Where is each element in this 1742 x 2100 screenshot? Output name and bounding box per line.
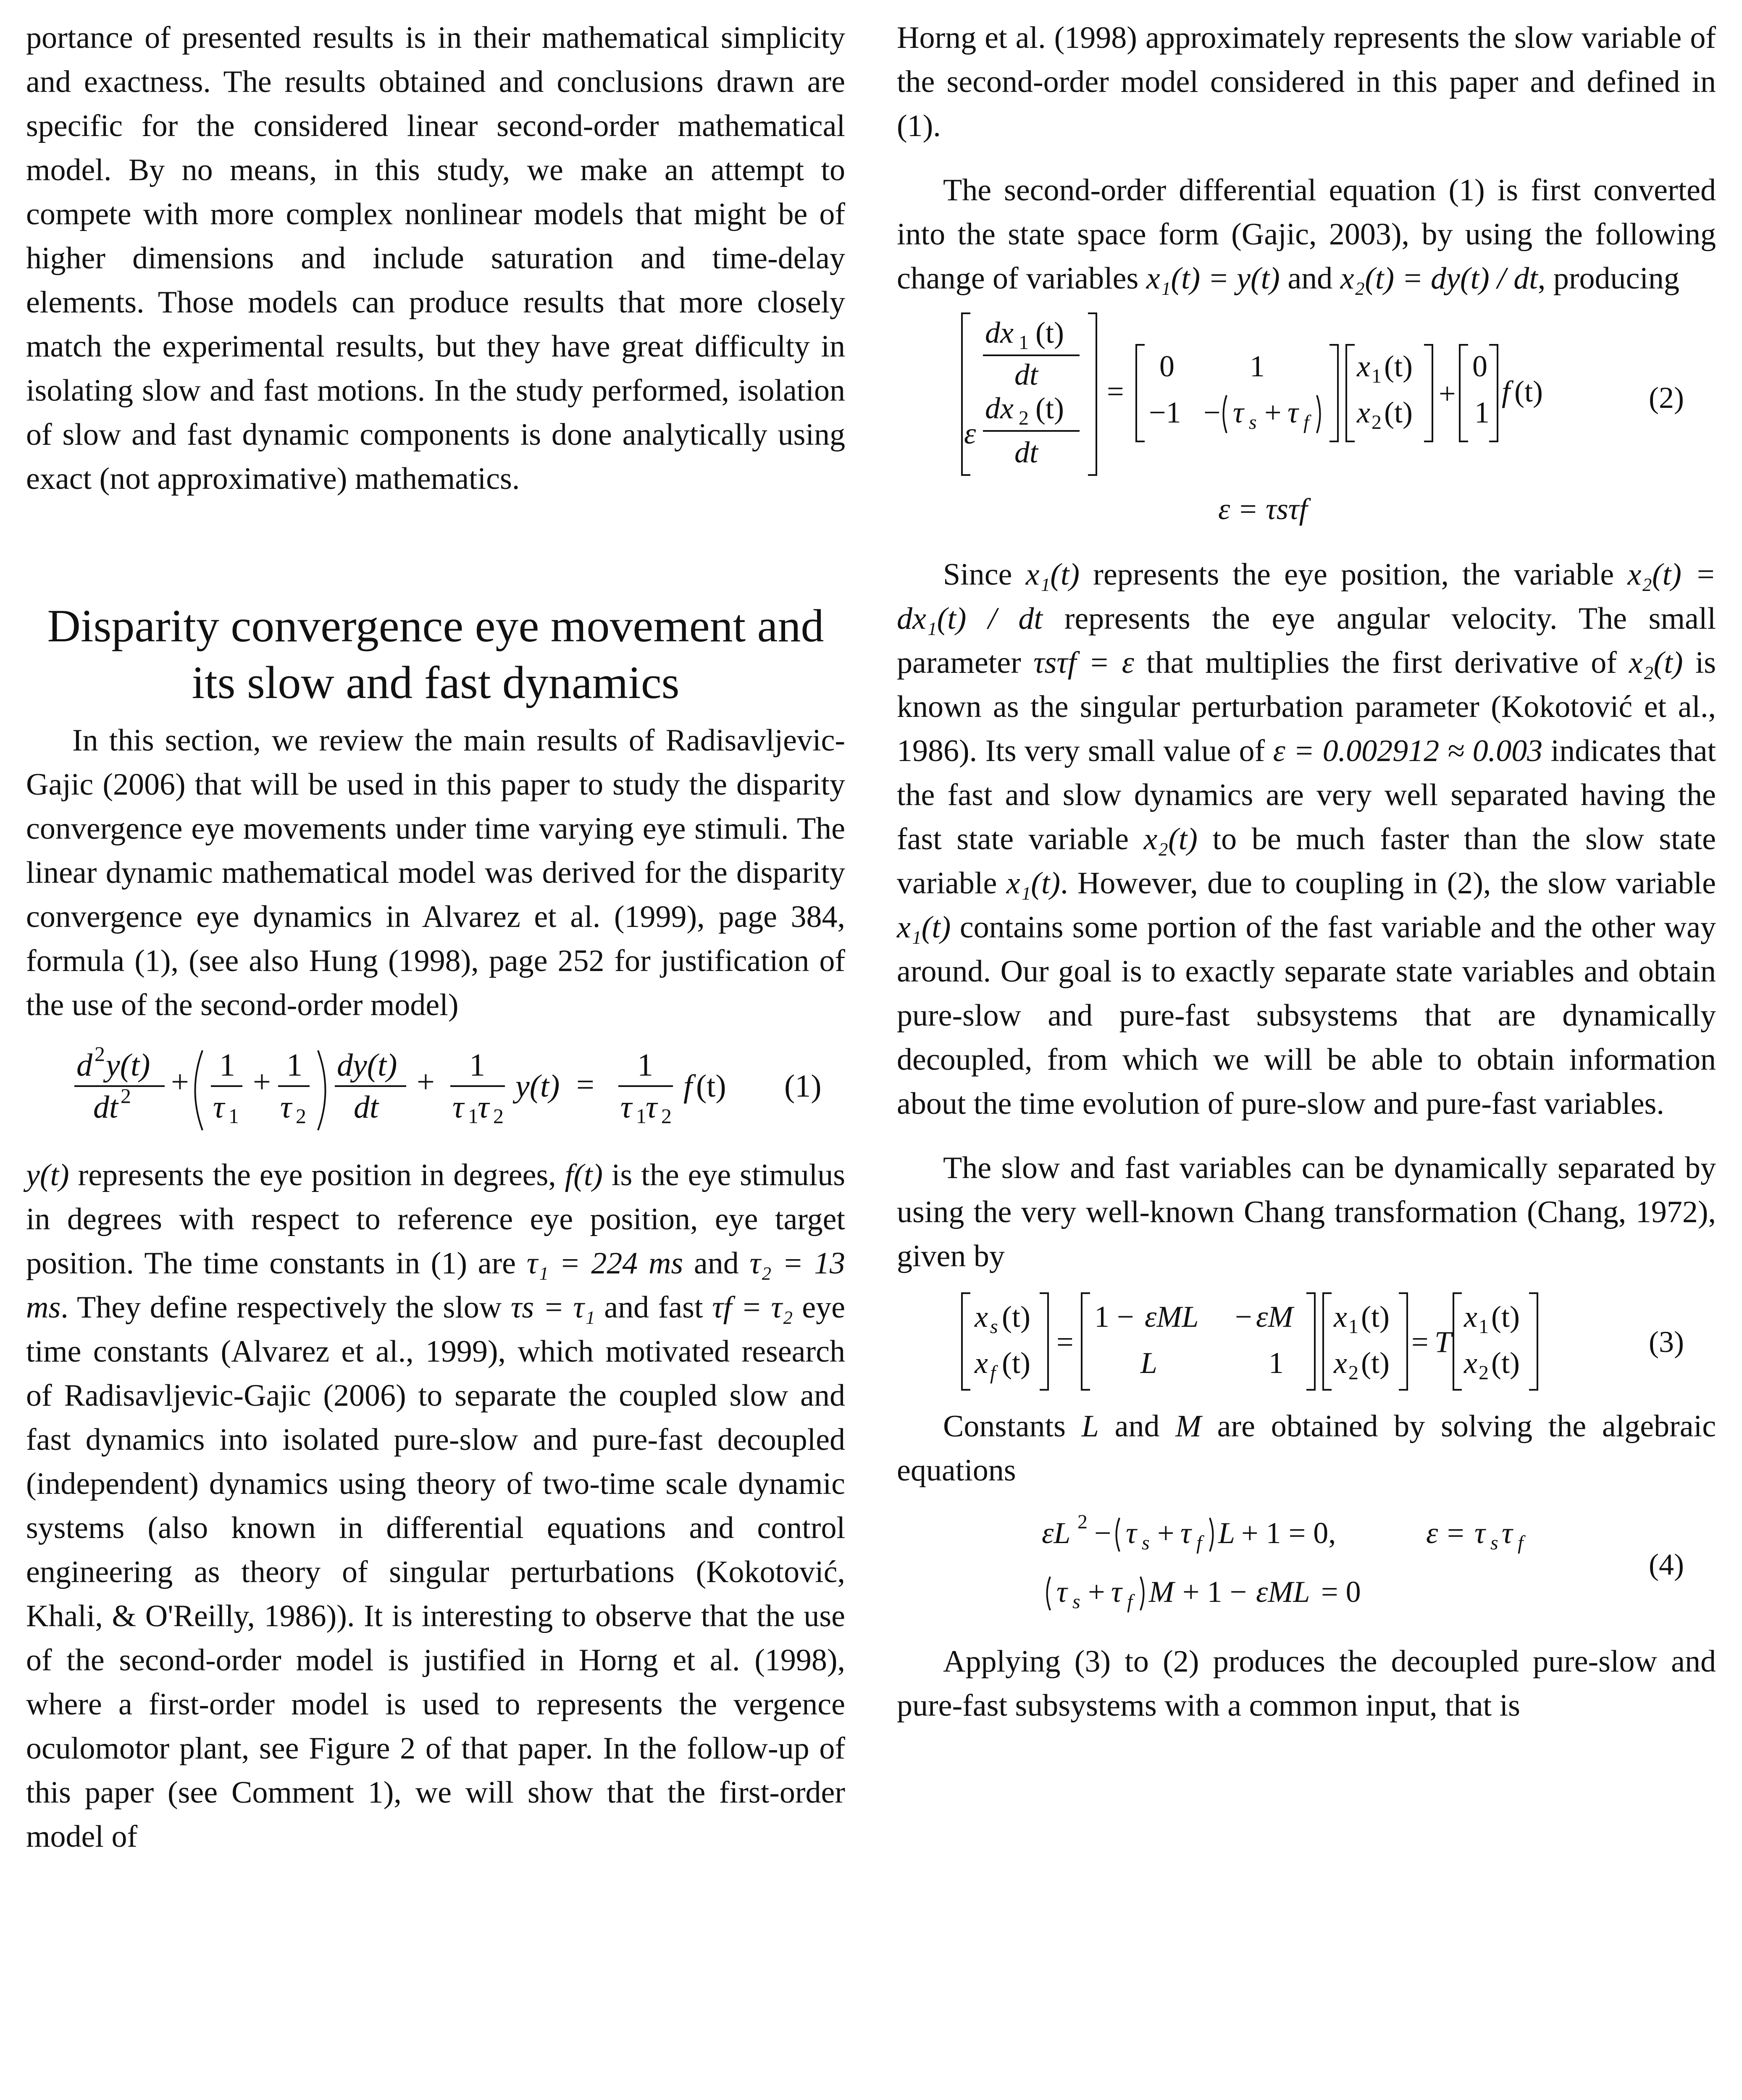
svg-text:s: s — [1249, 411, 1257, 433]
math-x1-t: x₁(t) — [1025, 557, 1080, 592]
svg-text:y(t): y(t) — [106, 1047, 150, 1083]
svg-text:=: = — [576, 1067, 594, 1102]
text-fragment: represents the eye position in degrees, — [78, 1158, 556, 1192]
svg-text:2: 2 — [1372, 411, 1382, 433]
svg-text:εM: εM — [1256, 1300, 1293, 1334]
svg-text:1: 1 — [1372, 365, 1382, 387]
svg-text:x: x — [1334, 1346, 1347, 1380]
equation-2-number: (2) — [1649, 381, 1684, 415]
text-fragment: indicates that the fast and slow dynamics are very well separated having the fast state variable — [897, 734, 1716, 856]
equation-3 — [897, 1278, 1716, 1404]
svg-text:−: − — [1094, 1516, 1111, 1550]
svg-text:1: 1 — [1269, 1346, 1284, 1380]
math-tau-f: τf = τ₂ — [712, 1290, 793, 1325]
svg-text:1: 1 — [1348, 1315, 1358, 1338]
svg-text:L: L — [1140, 1346, 1158, 1380]
svg-text:(t): (t) — [1035, 316, 1064, 349]
math-x1-def: x₁(t) = y(t) — [1146, 261, 1280, 296]
svg-text:τ: τ — [1287, 396, 1298, 429]
section-title: Disparity convergence eye movement and its slow and fast dynamics — [47, 600, 824, 708]
svg-text:f: f — [1127, 1591, 1133, 1613]
svg-text:τ: τ — [1233, 396, 1244, 429]
text-fragment: eye time constants — [26, 1290, 845, 1369]
svg-text:τ: τ — [1056, 1575, 1067, 1609]
svg-text:+: + — [1088, 1575, 1105, 1609]
svg-text:(t): (t) — [1491, 1346, 1520, 1380]
svg-text:(t): (t) — [1035, 391, 1064, 425]
svg-text:(t): (t) — [1361, 1346, 1390, 1380]
text-fragment: and fast — [604, 1290, 703, 1325]
svg-text:dy(t): dy(t) — [337, 1047, 397, 1083]
svg-text:τ: τ — [478, 1089, 489, 1125]
svg-text:L: L — [1218, 1516, 1235, 1550]
svg-text:(t): (t) — [1384, 396, 1413, 429]
svg-text:2: 2 — [493, 1104, 504, 1128]
svg-text:τ: τ — [1474, 1516, 1485, 1550]
svg-text:2: 2 — [1348, 1362, 1358, 1384]
math-x2-t: x₂(t) — [1143, 822, 1198, 856]
text-fragment: The second-order differential equation (1) is first converted into the state space form (Gajic, 2003), by using the following change of variables — [897, 173, 1716, 296]
svg-text:x: x — [1357, 349, 1370, 383]
svg-text:x: x — [1357, 396, 1370, 429]
svg-text:=: = — [1447, 1516, 1464, 1550]
paragraph-chang: The slow and fast variables can be dynamically separated by using the very well-known Chang transformation (Chang, 1972), given by — [897, 1151, 1716, 1273]
math-x2-dx1: x₂(t) = dx₁(t) / dt — [897, 557, 1716, 636]
right-column — [897, 16, 1716, 1728]
epsilon-definition: ε = τsτf — [1218, 492, 1308, 526]
text-fragment: and — [1287, 261, 1333, 296]
svg-text:2: 2 — [1077, 1511, 1088, 1533]
text-fragment: Since — [943, 557, 1012, 592]
math-x2-t: x₂(t) — [1629, 646, 1683, 680]
math-f-t: f(t) — [565, 1158, 603, 1192]
svg-text:f: f — [1518, 1532, 1524, 1554]
svg-text:(t): (t) — [1002, 1300, 1030, 1334]
svg-text:+: + — [253, 1064, 271, 1100]
math-epsilon-value: ε = 0.002912 ≈ 0.003 — [1273, 734, 1543, 768]
svg-text:2: 2 — [95, 1042, 105, 1066]
svg-text:1: 1 — [1479, 1315, 1489, 1338]
svg-text:M: M — [1149, 1575, 1174, 1609]
svg-text:+ 1 −: + 1 − — [1182, 1575, 1247, 1609]
svg-text:0: 0 — [1159, 349, 1174, 383]
svg-text:f: f — [1196, 1532, 1202, 1554]
svg-text:dt: dt — [354, 1089, 379, 1125]
svg-text:+: + — [1439, 377, 1456, 410]
svg-text:ε: ε — [964, 417, 976, 450]
svg-text:s: s — [1490, 1532, 1498, 1554]
svg-text:(t): (t) — [696, 1068, 726, 1104]
equation-3-number: (3) — [1649, 1325, 1684, 1359]
svg-text:x: x — [1464, 1346, 1477, 1380]
text-fragment: . However, due to coupling in (2), the slow variable — [1060, 866, 1716, 900]
text-fragment: is known as the singular perturbation parameter (Kokotović et al., 1986). Its very small value of — [897, 646, 1716, 768]
svg-text:x: x — [1334, 1300, 1347, 1334]
svg-text:+: + — [171, 1064, 189, 1100]
math-x2-def: x₂(t) = dy(t) / dt — [1340, 261, 1538, 296]
svg-text:= 0: = 0 — [1321, 1575, 1361, 1609]
text-fragment: Constants — [943, 1409, 1066, 1444]
svg-text:1: 1 — [637, 1047, 653, 1083]
math-tau2: τ₂ = 13 ms — [26, 1246, 846, 1325]
equation-4 — [897, 1493, 1716, 1631]
equation-1-number: (1) — [784, 1068, 822, 1104]
svg-text:−1: −1 — [1149, 396, 1181, 429]
svg-text:s: s — [1072, 1591, 1080, 1613]
text-fragment: . They define respectively the slow — [60, 1290, 502, 1325]
math-y-t: y(t) — [26, 1158, 69, 1192]
text-fragment: represents the eye position, the variable — [1093, 557, 1614, 592]
svg-text:τ: τ — [1180, 1516, 1191, 1550]
text-fragment: that multiplies the first derivative of — [1146, 646, 1617, 680]
math-x1-t: x₁(t) — [897, 910, 951, 945]
svg-text:1: 1 — [1019, 331, 1029, 354]
svg-text:τ: τ — [213, 1089, 225, 1125]
left-column — [26, 16, 845, 1859]
svg-text:dt: dt — [1014, 436, 1038, 469]
svg-text:s: s — [990, 1315, 998, 1338]
svg-text:f: f — [683, 1068, 693, 1104]
paragraph-review: In this section, we review the main results of Radisavljevic-Gajic (2006) that will be used in this paper to study the disparity convergence eye movements under time varying eye stimuli. The linear dynamic mathematical model was derived for the disparity convergence eye dynamics in Alvarez et al. (1999), page 384, formula (1), (see also Hung (1998), page 252 for justification of the use of the second-order model) — [26, 723, 845, 1022]
svg-text:1: 1 — [468, 1104, 478, 1128]
svg-text:0: 0 — [1472, 349, 1487, 383]
svg-text:+: + — [1264, 396, 1282, 429]
svg-text:dx: dx — [985, 316, 1014, 349]
paragraph-intro: portance of presented results is in their mathematical simplicity and exactness. The results obtained and conclusions drawn are specific for the considered linear second-order mathematical model. By no means, in this study, we make an attempt to compete with more complex nonlinear models that might be of higher dimensions and include saturation and time-delay elements. Those models can produce results that more closely match the experimental results, but they have great difficulty in isolating slow and fast motions. In the study performed, isolation of slow and fast dynamic components is done analytically using exact (not approximative) mathematics. — [26, 21, 845, 496]
svg-text:−: − — [1235, 1300, 1252, 1334]
text-fragment: represents the eye angular velocity. The small parameter — [897, 601, 1716, 680]
svg-text:1: 1 — [469, 1047, 485, 1083]
svg-text:=: = — [1411, 1325, 1429, 1359]
equation-1 — [26, 1027, 845, 1153]
svg-text:(t): (t) — [1361, 1300, 1390, 1334]
text-fragment: and — [694, 1246, 739, 1281]
equation-4-number: (4) — [1649, 1548, 1684, 1581]
svg-text:2: 2 — [661, 1104, 672, 1128]
svg-text:+ 1 = 0,: + 1 = 0, — [1241, 1516, 1336, 1550]
math-small-parameter: τsτf = ε — [1033, 646, 1134, 680]
svg-text:2: 2 — [296, 1104, 306, 1128]
paragraph-apply: Applying (3) to (2) produces the decoupled pure-slow and pure-fast subsystems with a common input, that is — [897, 1644, 1716, 1723]
paragraph-time-constants — [26, 1153, 845, 1859]
text-fragment: are obtained by solving the algebraic equations — [897, 1409, 1716, 1488]
svg-text:ε: ε — [1426, 1516, 1438, 1550]
paragraph-state-space — [897, 168, 1716, 301]
svg-text:1: 1 — [636, 1104, 646, 1128]
svg-text:τ: τ — [646, 1089, 657, 1125]
math-tau1: τ₁ = 224 ms — [526, 1246, 683, 1281]
svg-text:2: 2 — [1479, 1362, 1489, 1384]
svg-text:f: f — [1502, 375, 1511, 408]
text-fragment: (Alvarez et al., 1999), which motivated research of Radisavljevic-Gajic (2006) to separate the coupled slow and fast dynamics into isolated pure-slow and pure-fast decoupled (independent) dynamics using theory of two-time scale dynamic systems (also known in differential equations and control engineering as theory of singular perturbations (Kokotović, Khali, & O'Reilly, 1986)). It is interesting to observe that the use of the second-order model is justified in Horng et al. (1998), where a first-order model is used to represents the vergence oculomotor plant, see Figure 2 of that paper. In the follow-up of this paper (see Comment 1), we will show that the first-order model of — [26, 1334, 845, 1854]
math-L: L — [1081, 1409, 1099, 1444]
svg-text:τ: τ — [620, 1089, 632, 1125]
svg-text:εML: εML — [1145, 1300, 1199, 1334]
svg-text:x: x — [975, 1300, 988, 1334]
svg-text:εML: εML — [1256, 1575, 1310, 1609]
svg-text:f: f — [990, 1362, 996, 1384]
svg-text:x: x — [975, 1346, 988, 1380]
svg-text:x: x — [1464, 1300, 1477, 1334]
svg-text:1: 1 — [229, 1104, 239, 1128]
svg-text:1: 1 — [1474, 396, 1490, 429]
svg-text:f: f — [1303, 411, 1309, 433]
paragraph-since — [897, 553, 1716, 1126]
svg-text:d: d — [76, 1047, 92, 1083]
text-fragment: , producing — [1537, 261, 1679, 296]
svg-text:T: T — [1435, 1325, 1452, 1359]
svg-text:τ: τ — [1126, 1516, 1137, 1550]
svg-text:y(t): y(t) — [515, 1068, 560, 1104]
svg-text:=: = — [1056, 1325, 1074, 1359]
svg-text:dt: dt — [1014, 358, 1038, 391]
paragraph-constants — [897, 1404, 1716, 1493]
text-fragment: contains some portion of the fast variable and the other way around. Our goal is to exactly separate state variables and obtain pure-slow and pure-fast subsystems that are dynamically decoupled, from which we will be able to obtain information about the time evolution of pure-slow and pure-fast variables. — [897, 910, 1716, 1121]
svg-text:+: + — [417, 1064, 435, 1100]
svg-text:+: + — [1157, 1516, 1174, 1550]
text-fragment: to be much faster than the slow state variable — [897, 822, 1716, 900]
svg-text:(t): (t) — [1514, 375, 1543, 408]
text-fragment: is the eye stimulus in degrees with respect to reference eye position, eye target position. The time constants in (1) are — [26, 1158, 846, 1281]
svg-text:τ: τ — [280, 1089, 292, 1125]
svg-text:1 −: 1 − — [1094, 1300, 1134, 1334]
svg-text:=: = — [1107, 375, 1124, 408]
svg-text:1: 1 — [286, 1047, 302, 1083]
svg-text:2: 2 — [1019, 407, 1029, 429]
svg-text:2: 2 — [121, 1084, 131, 1108]
svg-text:−: − — [1203, 396, 1221, 429]
svg-text:dx: dx — [985, 391, 1014, 425]
svg-text:εL: εL — [1042, 1516, 1071, 1550]
svg-text:τ: τ — [452, 1089, 464, 1125]
svg-text:dt: dt — [93, 1089, 118, 1125]
svg-text:(t): (t) — [1384, 349, 1413, 383]
svg-text:τ: τ — [1502, 1516, 1513, 1550]
svg-text:(t): (t) — [1491, 1300, 1520, 1334]
svg-text:1: 1 — [1250, 349, 1265, 383]
math-M: M — [1175, 1409, 1201, 1444]
paragraph-horng: Horng et al. (1998) approximately represents the slow variable of the second-order model considered in this paper and defined in (1). — [897, 21, 1716, 143]
svg-text:s: s — [1142, 1532, 1150, 1554]
svg-text:(t): (t) — [1002, 1346, 1030, 1380]
equation-2 — [897, 301, 1716, 536]
svg-text:1: 1 — [219, 1047, 235, 1083]
text-fragment: and — [1114, 1409, 1160, 1444]
math-x1-t: x₁(t) — [1006, 866, 1061, 900]
svg-text:τ: τ — [1111, 1575, 1122, 1609]
math-tau-s: τs = τ₁ — [510, 1290, 595, 1325]
